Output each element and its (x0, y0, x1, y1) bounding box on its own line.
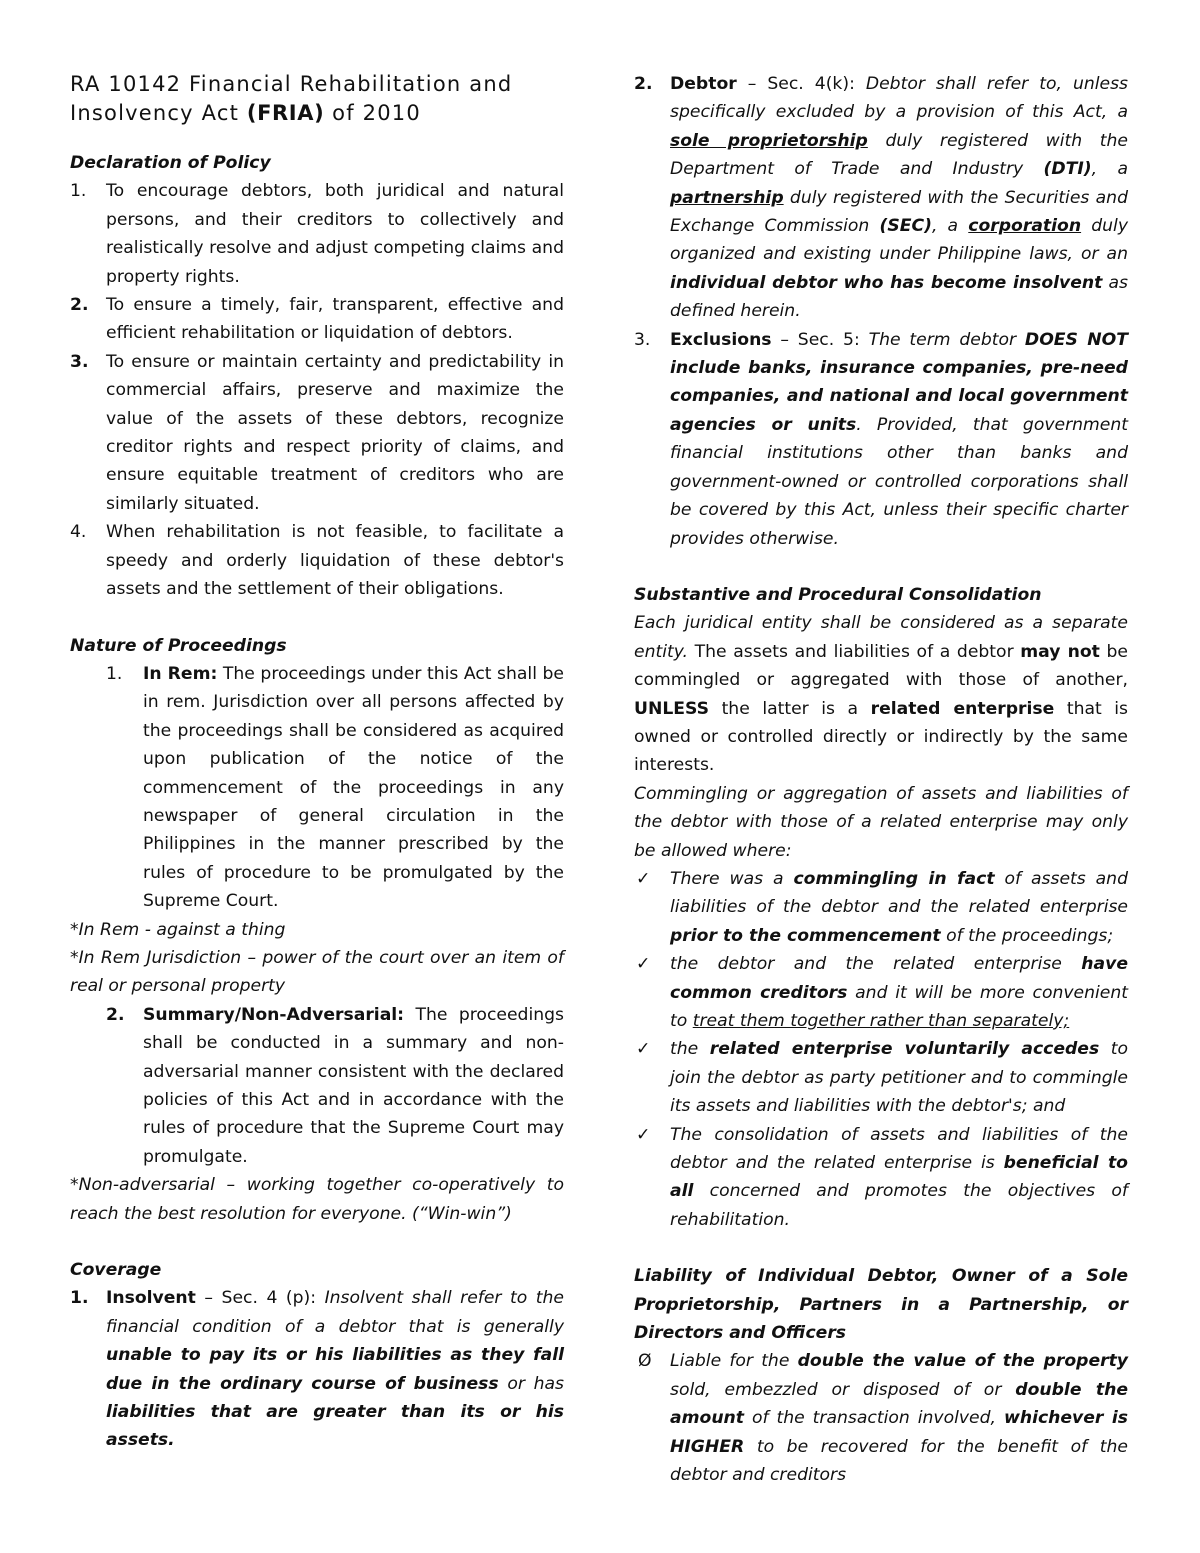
nature-heading: Nature of Proceedings (70, 635, 287, 656)
list-item: 1. To encourage debtors, both juridical and natural persons, and their creditors to collectively and realistically resolve and adjust competing claims and property rights. (70, 181, 564, 287)
checkmark-icon: ✓ (636, 1039, 651, 1060)
coverage-heading: Coverage (70, 1260, 162, 1281)
liability-heading: Liability of Individual Debtor, Owner of a Sole Proprietorship, Partners in a Partnership, or Directors and Officers (634, 1266, 1128, 1344)
list-item: Ø Liable for the double the value of the property sold, embezzled or disposed of or double the amount of the transaction involved, whichever is HIGHER to be recovered for the benefit of the debtor and creditors (634, 1347, 1128, 1489)
list-item: 2. To ensure a timely, fair, transparent, effective and efficient rehabilitation or liquidation of debtors. (70, 295, 564, 344)
list-item: 3. To ensure or maintain certainty and predictability in commercial affairs, preserve and maximize the value of the assets of these debtors, recognize creditor rights and respect priority of claims, and ensure equitable treatment of creditors who are similarly situated. (70, 351, 564, 514)
coverage-item-exclusions: 3. Exclusions – Sec. 5: The term debtor DOES NOT include banks, insurance companies, pre-need companies, and national and local government agencies or units. Provided, that government financial institutions other than banks and government-owned or controlled corporations shall be covered by this Act, unless their specific charter provides otherwise. (634, 329, 1129, 549)
checkmark-icon: ✓ (636, 1124, 651, 1145)
list-item: ✓ the related enterprise voluntarily accedes to join the debtor as party petitioner and to commingle its assets and liabilities with the debtor's; and (634, 1035, 1128, 1120)
left-column (70, 70, 564, 1455)
document-title: RA 10142 Financial Rehabilitation and Insolvency Act (FRIA) of 2010 (70, 72, 513, 125)
consolidation-conditions-intro: Commingling or aggregation of assets and liabilities of the debtor with those of a related enterprise may only be allowed where: (634, 783, 1128, 861)
coverage-item-insolvent: 1. Insolvent – Sec. 4 (p): Insolvent shall refer to the financial condition of a debtor that is generally unable to pay its or his liabilities as they fall due in the ordinary course of business or has liabilities that are greater than its or his assets. (70, 1288, 564, 1451)
list-item: ✓ There was a commingling in fact of assets and liabilities of the debtor and the related enterprise prior to the commencement of the proceedings; (634, 865, 1128, 950)
policy-heading: Declaration of Policy (70, 153, 271, 173)
checkmark-icon: ✓ (636, 868, 651, 889)
list-item: ✓ the debtor and the related enterprise have common creditors and it will be more convenient to treat them together rather than separately; (634, 950, 1128, 1035)
nature-item-summary: 2. Summary/Non-Adversarial: The proceedings shall be conducted in a summary and non-adversarial manner consistent with the declared policies of this Act and in accordance with the rules of procedure that the Supreme Court may promulgate. (106, 1004, 564, 1167)
right-column (634, 70, 1128, 1490)
checkmark-icon: ✓ (636, 954, 651, 975)
note-in-rem: *In Rem - against a thing (70, 919, 286, 940)
consolidation-heading: Substantive and Procedural Consolidation (634, 584, 1042, 605)
list-item: 4. When rehabilitation is not feasible, to facilitate a speedy and orderly liquidation of these debtor's assets and the settlement of their obligations. (70, 522, 564, 600)
note-non-adversarial: *Non-adversarial – working together co-operatively to reach the best resolution for everyone. (“Win-win”) (70, 1175, 564, 1224)
consolidation-paragraph: Each juridical entity shall be considered as a separate entity. The assets and liabilities of a debtor may not be commingled or aggregated with those of another, UNLESS the latter is a related enterprise that is owned or controlled directly or indirectly by the same interests. (634, 613, 1129, 776)
coverage-item-debtor: 2. Debtor – Sec. 4(k): Debtor shall refer to, unless specifically excluded by a provision of this Act, a sole proprietorship duly registered with the Department of Trade and Industry (DTI), a partnership duly registered with the Securities and Exchange Commission (SEC), a corporation duly organized and existing under Philippine laws, or an individual debtor who has become insolvent as defined herein. (634, 74, 1129, 322)
list-item: ✓ The consolidation of assets and liabilities of the debtor and the related enterprise is beneficial to all concerned and promotes the objectives of rehabilitation. (634, 1121, 1128, 1235)
arrow-bullet-icon: Ø (638, 1351, 652, 1372)
policy-list (70, 177, 564, 603)
note-in-rem-jurisdiction: *In Rem Jurisdiction – power of the court over an item of real or personal property (70, 947, 564, 997)
nature-item-in-rem: 1. In Rem: The proceedings under this Act shall be in rem. Jurisdiction over all persons affected by the proceedings shall be considered as acquired upon publication of the notice of the commencement of the proceedings in any newspaper of general circulation in the Philippines in the manner prescribed by the rules of procedure to be promulgated by the Supreme Court. (106, 663, 565, 912)
